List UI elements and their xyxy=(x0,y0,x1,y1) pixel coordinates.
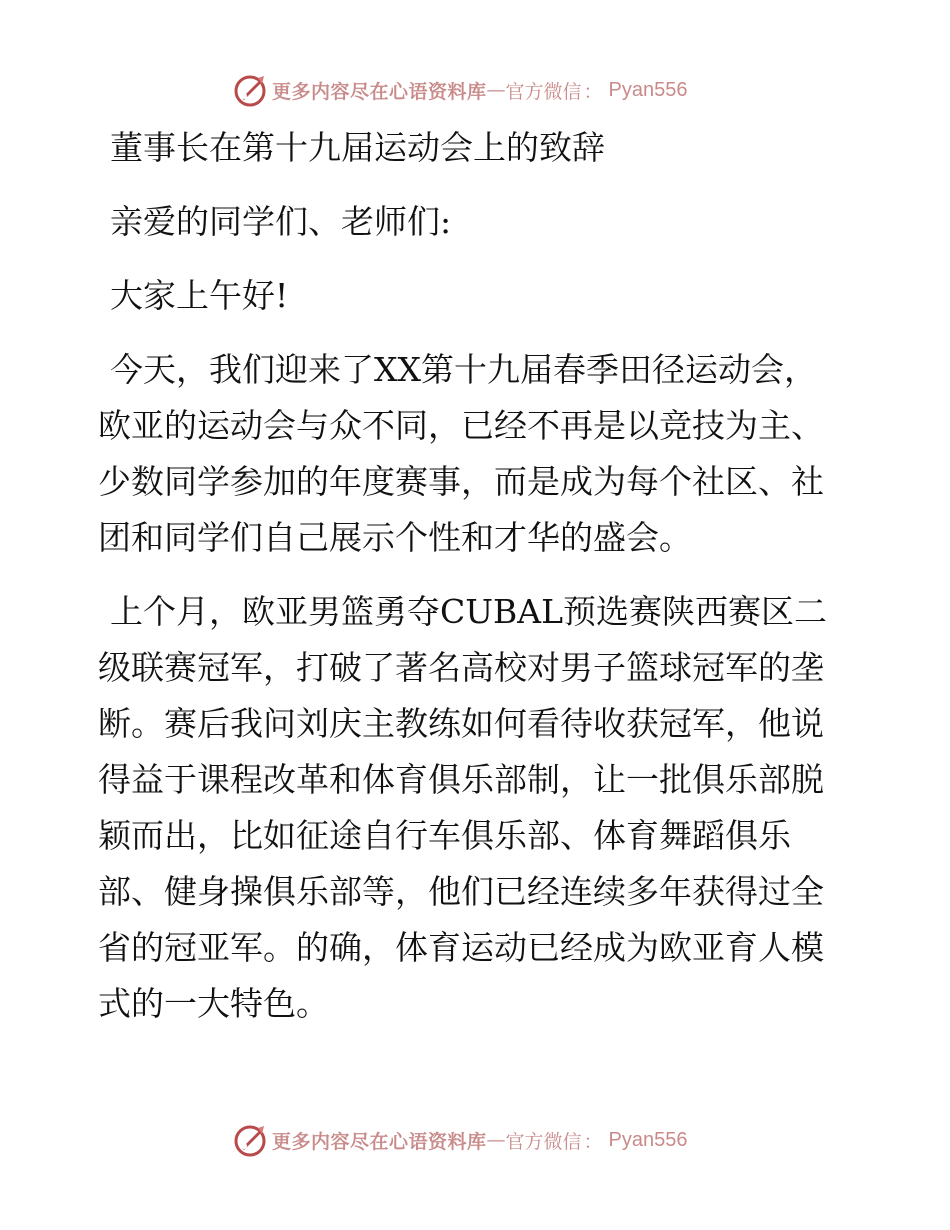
salutation: 亲爱的同学们、老师们: xyxy=(110,202,452,241)
paragraph-line: 欧亚的运动会与众不同，已经不再是以竞技为主、 xyxy=(98,406,824,445)
footer-wechat-colon: ： xyxy=(583,1130,603,1153)
paragraph-line: 级联赛冠军，打破了著名高校对男子篮球冠军的垄 xyxy=(98,648,824,687)
paragraph-line: 得益于课程改革和体育俱乐部制，让一批俱乐部脱 xyxy=(98,760,824,799)
header-watermark-banner xyxy=(232,70,688,110)
quill-pen-logo-icon xyxy=(232,1122,268,1158)
paragraph-line: 部、健身操俱乐部等，他们已经连续多年获得过全 xyxy=(98,872,824,911)
paragraph-line: 上个月，欧亚男篮勇夺CUBAL预选赛陕西赛区二 xyxy=(110,592,828,631)
paragraph-line: 省的冠亚军。的确，体育运动已经成为欧亚育人模 xyxy=(98,928,824,967)
paragraph-line: 团和同学们自己展示个性和才华的盛会。 xyxy=(98,518,692,557)
footer-banner-text: 更多内容尽在心语资料库 xyxy=(272,1130,487,1153)
paragraph-1 xyxy=(98,342,850,566)
header-banner-separator: — xyxy=(486,79,506,101)
paragraph-2 xyxy=(98,584,850,1032)
document-body xyxy=(98,120,850,1032)
footer-wechat-id: Pyan556 xyxy=(608,1128,688,1151)
paragraph-line: 少数同学参加的年度赛事，而是成为每个社区、社 xyxy=(98,462,824,501)
paragraph-line: 今天，我们迎来了XX第十九届春季田径运动会， xyxy=(110,350,817,389)
header-banner-text: 更多内容尽在心语资料库 xyxy=(272,80,487,103)
footer-watermark-banner xyxy=(232,1120,688,1160)
paragraph-line: 式的一大特色。 xyxy=(98,984,329,1023)
header-wechat-colon: ： xyxy=(583,80,603,103)
footer-wechat-label: 官方微信 xyxy=(505,1130,582,1153)
footer-banner-separator: — xyxy=(486,1129,506,1151)
paragraph-line: 断。赛后我问刘庆主教练如何看待收获冠军，他说 xyxy=(98,704,824,743)
header-wechat-label: 官方微信 xyxy=(505,80,582,103)
document-title: 董事长在第十九届运动会上的致辞 xyxy=(110,128,605,167)
greeting: 大家上午好! xyxy=(110,276,289,315)
header-wechat-id: Pyan556 xyxy=(608,78,688,101)
paragraph-line: 颖而出，比如征途自行车俱乐部、体育舞蹈俱乐 xyxy=(98,816,791,855)
quill-pen-logo-icon xyxy=(232,72,268,108)
